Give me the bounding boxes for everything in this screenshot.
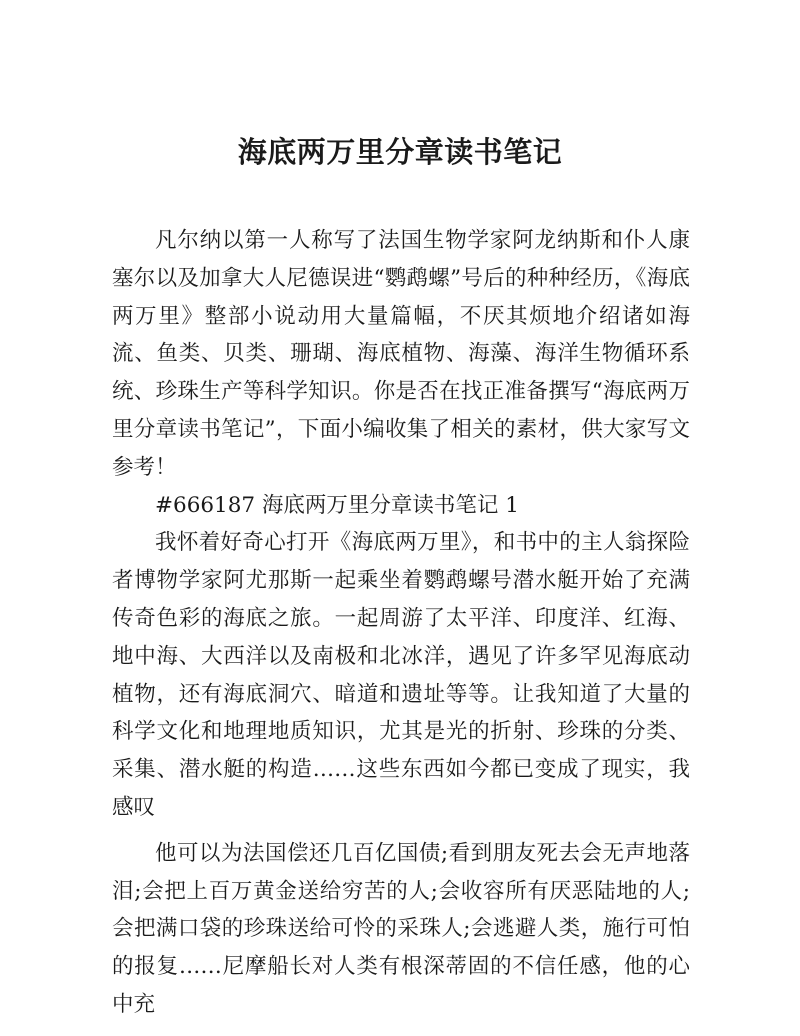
body-paragraph: 他可以为法国偿还几百亿国债;看到朋友死去会无声地落泪;会把上百万黄金送给穷苦的人;会收容所有厌恶陆地的人;会把满口袋的珍珠送给可怜的采珠人;会逃避人类，施行可怕的报复……尼摩船长对人类有根深蒂固的不信任感，他的心中充 [112,840,690,1017]
intro-paragraph: 凡尔纳以第一人称写了法国生物学家阿龙纳斯和仆人康塞尔以及加拿大人尼德误进“鹦鹉螺”号后的种种经历，《海底两万里》整部小说动用大量篇幅，不厌其烦地介绍诸如海流、鱼类、贝类、珊瑚、海底植物、海藻、海洋生物循环系统、珍珠生产等科学知识。你是否在找正准备撰写“海底两万里分章读书笔记”，下面小编收集了相关的素材，供大家写文参考！ [112,228,690,480]
document-body [112,222,690,1024]
body-paragraph: 我怀着好奇心打开《海底两万里》，和书中的主人翁探险者博物学家阿尤那斯一起乘坐着鹦鹉螺号潜水艇开始了充满传奇色彩的海底之旅。一起周游了太平洋、印度洋、红海、地中海、大西洋以及南极和北冰洋，遇见了许多罕见海底动植物，还有海底洞穴、暗道和遗址等等。让我知道了大量的科学文化和地理地质知识，尤其是光的折射、珍珠的分类、采集、潜水艇的构造……这些东西如今都已变成了现实，我感叹 [112,530,690,820]
section-heading: #666187 海底两万里分章读书笔记 1 [155,492,519,518]
page-title: 海底两万里分章读书笔记 [237,135,563,169]
